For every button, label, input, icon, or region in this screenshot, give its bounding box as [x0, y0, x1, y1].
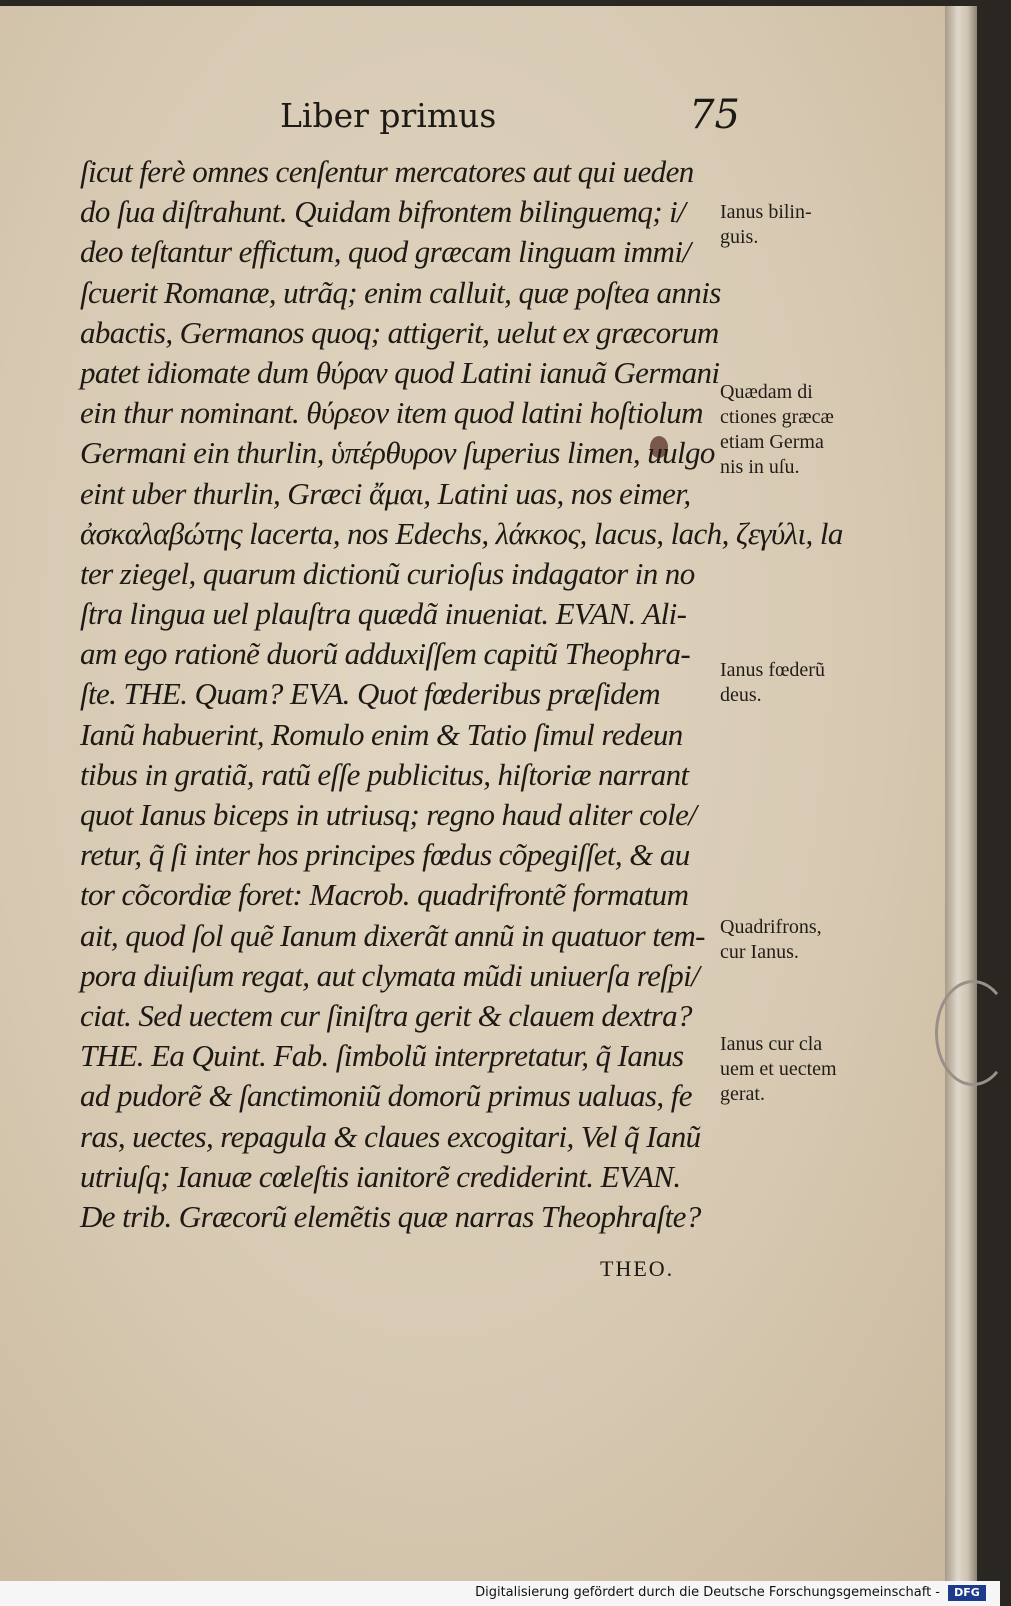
note-line: guis.	[720, 226, 759, 248]
note-line: gerat.	[720, 1083, 765, 1105]
margin-note	[720, 1032, 880, 1107]
note-line: nis in uſu.	[720, 456, 800, 478]
text-line: do ſua diſtrahunt. Quidam bifrontem bilinguemq; i/	[80, 194, 686, 230]
text-line: tibus in gratiã, ratũ eſſe publicitus, hiſtoriæ narrant	[80, 756, 689, 792]
text-line: pora diuiſum regat, aut clymata mũdi uniuerſa reſpi/	[80, 957, 700, 993]
note-line: Quædam di	[720, 381, 813, 403]
text-line: am ego rationẽ duorũ adduxiſſem capitũ Theophra-	[80, 636, 691, 672]
book-clasp	[935, 980, 1011, 1086]
text-line: ciat. Sed uectem cur ſiniſtra gerit & clauem dextra?	[80, 997, 692, 1033]
note-line: etiam Germa	[720, 431, 824, 453]
note-line: Ianus fœderũ	[720, 659, 825, 681]
page-header	[270, 92, 740, 140]
note-line: Quadrifrons,	[720, 916, 822, 938]
dfg-logo: DFG	[948, 1585, 986, 1601]
text-line: quot Ianus biceps in utriusq; regno haud aliter cole/	[80, 797, 697, 832]
text-line: THE. Ea Quint. Fab. ſimbolũ interpretatur, q̃ Ianus	[80, 1038, 684, 1074]
margin-note	[720, 915, 880, 965]
text-line: ein thur nominant. θύρεον item quod latini hoſtiolum	[80, 395, 703, 431]
text-line: De trib. Græcorũ elemẽtis quæ narras Theophraſte?	[80, 1198, 701, 1234]
text-line: ad pudorẽ & ſanctimoniũ domorũ primus ualuas, fe	[80, 1078, 692, 1114]
running-title: Liber primus	[280, 96, 497, 135]
text-line: retur, q̃ ſi inter hos principes fœdus cõpegiſſet, & au	[80, 837, 690, 873]
footer-bar	[0, 1581, 1000, 1606]
margin-note	[720, 658, 880, 708]
text-line: tor cõcordiæ foret: Macrob. quadrifrontẽ formatum	[80, 877, 689, 913]
text-line: ras, uectes, repagula & claues excogitari, Vel q̃ Ianũ	[80, 1118, 701, 1154]
text-line: ter ziegel, quarum dictionũ curioſus indagator in no	[80, 555, 695, 591]
note-line: uem et uectem	[720, 1058, 837, 1080]
text-line: utriuſq; Ianuæ cœleſtis ianitorẽ crediderint. EVAN.	[80, 1158, 681, 1194]
text-line: ſcuerit Romanæ, utrãq; enim calluit, quæ poſtea annis	[80, 274, 721, 310]
margin-note	[720, 380, 880, 480]
folio-number: 75	[689, 92, 740, 138]
note-line: Ianus cur cla	[720, 1033, 823, 1055]
text-line: patet idiomate dum θύραν quod Latini ianuã Germani	[80, 354, 720, 390]
page-edge	[945, 6, 977, 1581]
text-line: ſte. THE. Quam? EVA. Quot fœderibus præſidem	[80, 676, 661, 712]
text-line: Germani ein thurlin, ὑπέρθυρον ſuperius limen, uulgo	[80, 435, 715, 471]
text-line: ait, quod ſol quẽ Ianum dixerãt annũ in quatuor tem-	[80, 917, 705, 953]
note-line: deus.	[720, 684, 762, 706]
catchword: THEO.	[600, 1256, 675, 1281]
text-line: eint uber thurlin, Græci ἄμαι, Latini uas, nos eimer,	[80, 475, 691, 511]
text-line: abactis, Germanos quoq; attigerit, uelut ex græcorum	[80, 314, 719, 350]
text-line: deo teſtantur effictum, quod græcam linguam immi/	[80, 234, 691, 270]
funding-credit: Digitalisierung gefördert durch die Deutsche Forschungsgemeinschaft -	[475, 1585, 940, 1600]
text-line: ſtra lingua uel plauſtra quædã inueniat. EVAN. Ali-	[80, 596, 687, 632]
note-line: cur Ianus.	[720, 941, 799, 963]
text-line: ἀσκαλαβώτης lacerta, nos Edechs, λάκκος, lacus, lach, ζεγύλι, la	[80, 515, 843, 551]
note-line: Ianus bilin-	[720, 201, 812, 223]
text-line: Ianũ habuerint, Romulo enim & Tatio ſimul redeun	[80, 716, 683, 752]
text-line: ſicut ferè omnes cenſentur mercatores aut qui ueden	[80, 154, 694, 189]
margin-note	[720, 200, 880, 250]
note-line: ctiones græcæ	[720, 406, 834, 428]
